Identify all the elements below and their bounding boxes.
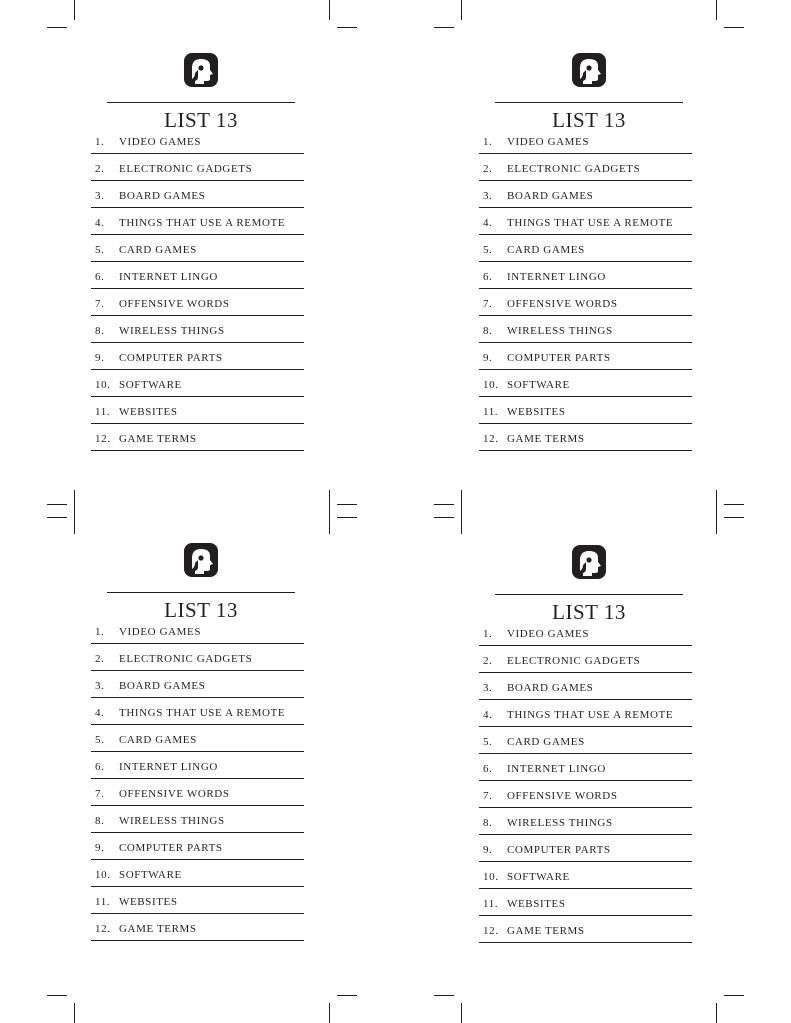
item-label: INTERNET LINGO bbox=[119, 271, 218, 283]
list-item bbox=[479, 916, 692, 943]
list-item bbox=[479, 754, 692, 781]
list-card bbox=[483, 50, 743, 520]
list-item bbox=[91, 181, 304, 208]
list-item bbox=[91, 671, 304, 698]
list-item bbox=[91, 833, 304, 860]
list-item bbox=[479, 316, 692, 343]
item-label: CARD GAMES bbox=[507, 736, 585, 748]
list-item bbox=[91, 424, 304, 451]
item-number: 1. bbox=[483, 628, 493, 640]
item-number: 8. bbox=[95, 325, 105, 337]
list-item bbox=[479, 370, 692, 397]
item-label: THINGS THAT USE A REMOTE bbox=[507, 709, 674, 721]
item-label: WEBSITES bbox=[507, 898, 566, 910]
item-number: 8. bbox=[483, 325, 493, 337]
item-label: SOFTWARE bbox=[119, 869, 182, 881]
item-number: 2. bbox=[95, 163, 105, 175]
title-rule bbox=[107, 102, 295, 103]
item-number: 4. bbox=[483, 217, 493, 229]
list-item bbox=[479, 262, 692, 289]
item-number: 11. bbox=[95, 896, 111, 908]
item-label: INTERNET LINGO bbox=[507, 763, 606, 775]
list-title: LIST 13 bbox=[552, 600, 626, 624]
item-label: BOARD GAMES bbox=[119, 680, 206, 692]
crop-mark bbox=[74, 1003, 75, 1023]
head-profile-icon bbox=[184, 543, 218, 577]
list-item bbox=[91, 289, 304, 316]
item-label: WEBSITES bbox=[507, 406, 566, 418]
crop-mark bbox=[329, 0, 330, 20]
item-number: 10. bbox=[483, 871, 499, 883]
list-item bbox=[479, 424, 692, 451]
title-rule bbox=[495, 102, 683, 103]
list-item bbox=[91, 752, 304, 779]
crop-mark bbox=[724, 27, 744, 28]
item-label: SOFTWARE bbox=[507, 379, 570, 391]
item-number: 7. bbox=[95, 788, 105, 800]
item-label: OFFENSIVE WORDS bbox=[507, 298, 618, 310]
crop-mark bbox=[47, 27, 67, 28]
item-label: COMPUTER PARTS bbox=[507, 352, 611, 364]
item-label: WIRELESS THINGS bbox=[119, 325, 225, 337]
crop-mark bbox=[74, 490, 75, 534]
item-label: INTERNET LINGO bbox=[507, 271, 606, 283]
crop-mark bbox=[434, 995, 454, 996]
list-item bbox=[479, 289, 692, 316]
item-label: THINGS THAT USE A REMOTE bbox=[119, 707, 286, 719]
item-number: 2. bbox=[483, 163, 493, 175]
item-label: GAME TERMS bbox=[119, 923, 197, 935]
crop-mark bbox=[47, 995, 67, 996]
item-label: WIRELESS THINGS bbox=[507, 817, 613, 829]
item-number: 10. bbox=[95, 379, 111, 391]
list-item bbox=[91, 779, 304, 806]
item-number: 3. bbox=[483, 682, 493, 694]
list-item bbox=[479, 619, 692, 646]
item-number: 8. bbox=[483, 817, 493, 829]
list-item bbox=[479, 700, 692, 727]
list-title: LIST 13 bbox=[164, 598, 238, 622]
item-number: 5. bbox=[483, 244, 493, 256]
item-label: VIDEO GAMES bbox=[507, 628, 590, 640]
list-item bbox=[91, 343, 304, 370]
item-label: BOARD GAMES bbox=[119, 190, 206, 202]
list-card bbox=[95, 540, 355, 1010]
crop-mark bbox=[47, 504, 67, 505]
item-number: 9. bbox=[95, 352, 105, 364]
item-number: 11. bbox=[95, 406, 111, 418]
item-number: 7. bbox=[483, 298, 493, 310]
item-label: OFFENSIVE WORDS bbox=[119, 788, 230, 800]
item-number: 2. bbox=[95, 653, 105, 665]
list-item bbox=[479, 127, 692, 154]
item-number: 5. bbox=[483, 736, 493, 748]
list-item bbox=[91, 235, 304, 262]
item-label: CARD GAMES bbox=[507, 244, 585, 256]
list-item bbox=[91, 725, 304, 752]
item-number: 1. bbox=[483, 136, 493, 148]
list-item bbox=[479, 889, 692, 916]
list-item bbox=[91, 914, 304, 941]
head-profile-icon bbox=[572, 53, 606, 87]
item-label: WIRELESS THINGS bbox=[507, 325, 613, 337]
crop-mark bbox=[434, 27, 454, 28]
list-item bbox=[479, 673, 692, 700]
item-label: WEBSITES bbox=[119, 896, 178, 908]
list-item bbox=[479, 646, 692, 673]
category-list bbox=[91, 617, 304, 941]
crop-mark bbox=[47, 517, 67, 518]
item-number: 3. bbox=[483, 190, 493, 202]
item-label: GAME TERMS bbox=[507, 433, 585, 445]
item-number: 6. bbox=[483, 271, 493, 283]
item-number: 9. bbox=[95, 842, 105, 854]
list-item bbox=[91, 698, 304, 725]
item-number: 7. bbox=[95, 298, 105, 310]
item-number: 5. bbox=[95, 244, 105, 256]
list-item bbox=[479, 397, 692, 424]
title-rule bbox=[107, 592, 295, 593]
item-label: COMPUTER PARTS bbox=[119, 842, 223, 854]
crop-mark bbox=[461, 1003, 462, 1023]
item-number: 12. bbox=[95, 433, 111, 445]
item-label: OFFENSIVE WORDS bbox=[507, 790, 618, 802]
item-label: OFFENSIVE WORDS bbox=[119, 298, 230, 310]
crop-mark bbox=[461, 490, 462, 534]
item-number: 6. bbox=[95, 761, 105, 773]
list-item bbox=[479, 862, 692, 889]
title-rule bbox=[495, 594, 683, 595]
item-label: VIDEO GAMES bbox=[507, 136, 590, 148]
item-label: CARD GAMES bbox=[119, 244, 197, 256]
list-item bbox=[479, 727, 692, 754]
item-number: 11. bbox=[483, 898, 499, 910]
item-number: 4. bbox=[483, 709, 493, 721]
item-number: 1. bbox=[95, 136, 105, 148]
category-list bbox=[479, 619, 692, 943]
item-number: 12. bbox=[95, 923, 111, 935]
head-profile-icon bbox=[572, 545, 606, 579]
list-item bbox=[91, 397, 304, 424]
list-card bbox=[483, 542, 743, 1012]
category-list bbox=[91, 127, 304, 451]
item-number: 12. bbox=[483, 433, 499, 445]
item-label: BOARD GAMES bbox=[507, 682, 594, 694]
list-item bbox=[479, 181, 692, 208]
item-label: WIRELESS THINGS bbox=[119, 815, 225, 827]
item-number: 8. bbox=[95, 815, 105, 827]
item-number: 10. bbox=[95, 869, 111, 881]
item-number: 5. bbox=[95, 734, 105, 746]
item-number: 7. bbox=[483, 790, 493, 802]
item-label: SOFTWARE bbox=[119, 379, 182, 391]
list-title: LIST 13 bbox=[164, 108, 238, 132]
item-number: 3. bbox=[95, 190, 105, 202]
item-label: SOFTWARE bbox=[507, 871, 570, 883]
item-number: 9. bbox=[483, 844, 493, 856]
item-number: 3. bbox=[95, 680, 105, 692]
item-number: 1. bbox=[95, 626, 105, 638]
item-label: COMPUTER PARTS bbox=[507, 844, 611, 856]
category-list bbox=[479, 127, 692, 451]
crop-mark bbox=[434, 517, 454, 518]
item-number: 10. bbox=[483, 379, 499, 391]
item-label: ELECTRONIC GADGETS bbox=[119, 653, 253, 665]
item-number: 4. bbox=[95, 217, 105, 229]
item-number: 6. bbox=[483, 763, 493, 775]
list-item bbox=[91, 127, 304, 154]
item-number: 6. bbox=[95, 271, 105, 283]
item-label: VIDEO GAMES bbox=[119, 626, 202, 638]
list-item bbox=[479, 208, 692, 235]
item-label: ELECTRONIC GADGETS bbox=[507, 655, 641, 667]
head-profile-icon bbox=[184, 53, 218, 87]
item-label: WEBSITES bbox=[119, 406, 178, 418]
item-label: COMPUTER PARTS bbox=[119, 352, 223, 364]
list-item bbox=[91, 208, 304, 235]
list-item bbox=[479, 343, 692, 370]
item-label: VIDEO GAMES bbox=[119, 136, 202, 148]
list-item bbox=[479, 154, 692, 181]
crop-mark bbox=[434, 504, 454, 505]
item-label: CARD GAMES bbox=[119, 734, 197, 746]
item-number: 11. bbox=[483, 406, 499, 418]
item-number: 4. bbox=[95, 707, 105, 719]
list-item bbox=[91, 887, 304, 914]
list-item bbox=[479, 781, 692, 808]
crop-mark bbox=[337, 27, 357, 28]
crop-mark bbox=[461, 0, 462, 20]
list-item bbox=[91, 154, 304, 181]
list-item bbox=[91, 617, 304, 644]
item-number: 9. bbox=[483, 352, 493, 364]
item-label: THINGS THAT USE A REMOTE bbox=[119, 217, 286, 229]
item-label: GAME TERMS bbox=[119, 433, 197, 445]
list-item bbox=[91, 262, 304, 289]
item-label: INTERNET LINGO bbox=[119, 761, 218, 773]
crop-mark bbox=[74, 0, 75, 20]
item-label: ELECTRONIC GADGETS bbox=[507, 163, 641, 175]
list-item bbox=[91, 860, 304, 887]
list-card bbox=[95, 50, 355, 520]
list-item bbox=[91, 370, 304, 397]
item-label: ELECTRONIC GADGETS bbox=[119, 163, 253, 175]
item-label: THINGS THAT USE A REMOTE bbox=[507, 217, 674, 229]
list-item bbox=[91, 806, 304, 833]
list-item bbox=[91, 316, 304, 343]
item-number: 12. bbox=[483, 925, 499, 937]
list-title: LIST 13 bbox=[552, 108, 626, 132]
list-item bbox=[479, 835, 692, 862]
item-label: GAME TERMS bbox=[507, 925, 585, 937]
item-label: BOARD GAMES bbox=[507, 190, 594, 202]
list-item bbox=[479, 808, 692, 835]
list-item bbox=[479, 235, 692, 262]
item-number: 2. bbox=[483, 655, 493, 667]
list-item bbox=[91, 644, 304, 671]
crop-mark bbox=[716, 0, 717, 20]
